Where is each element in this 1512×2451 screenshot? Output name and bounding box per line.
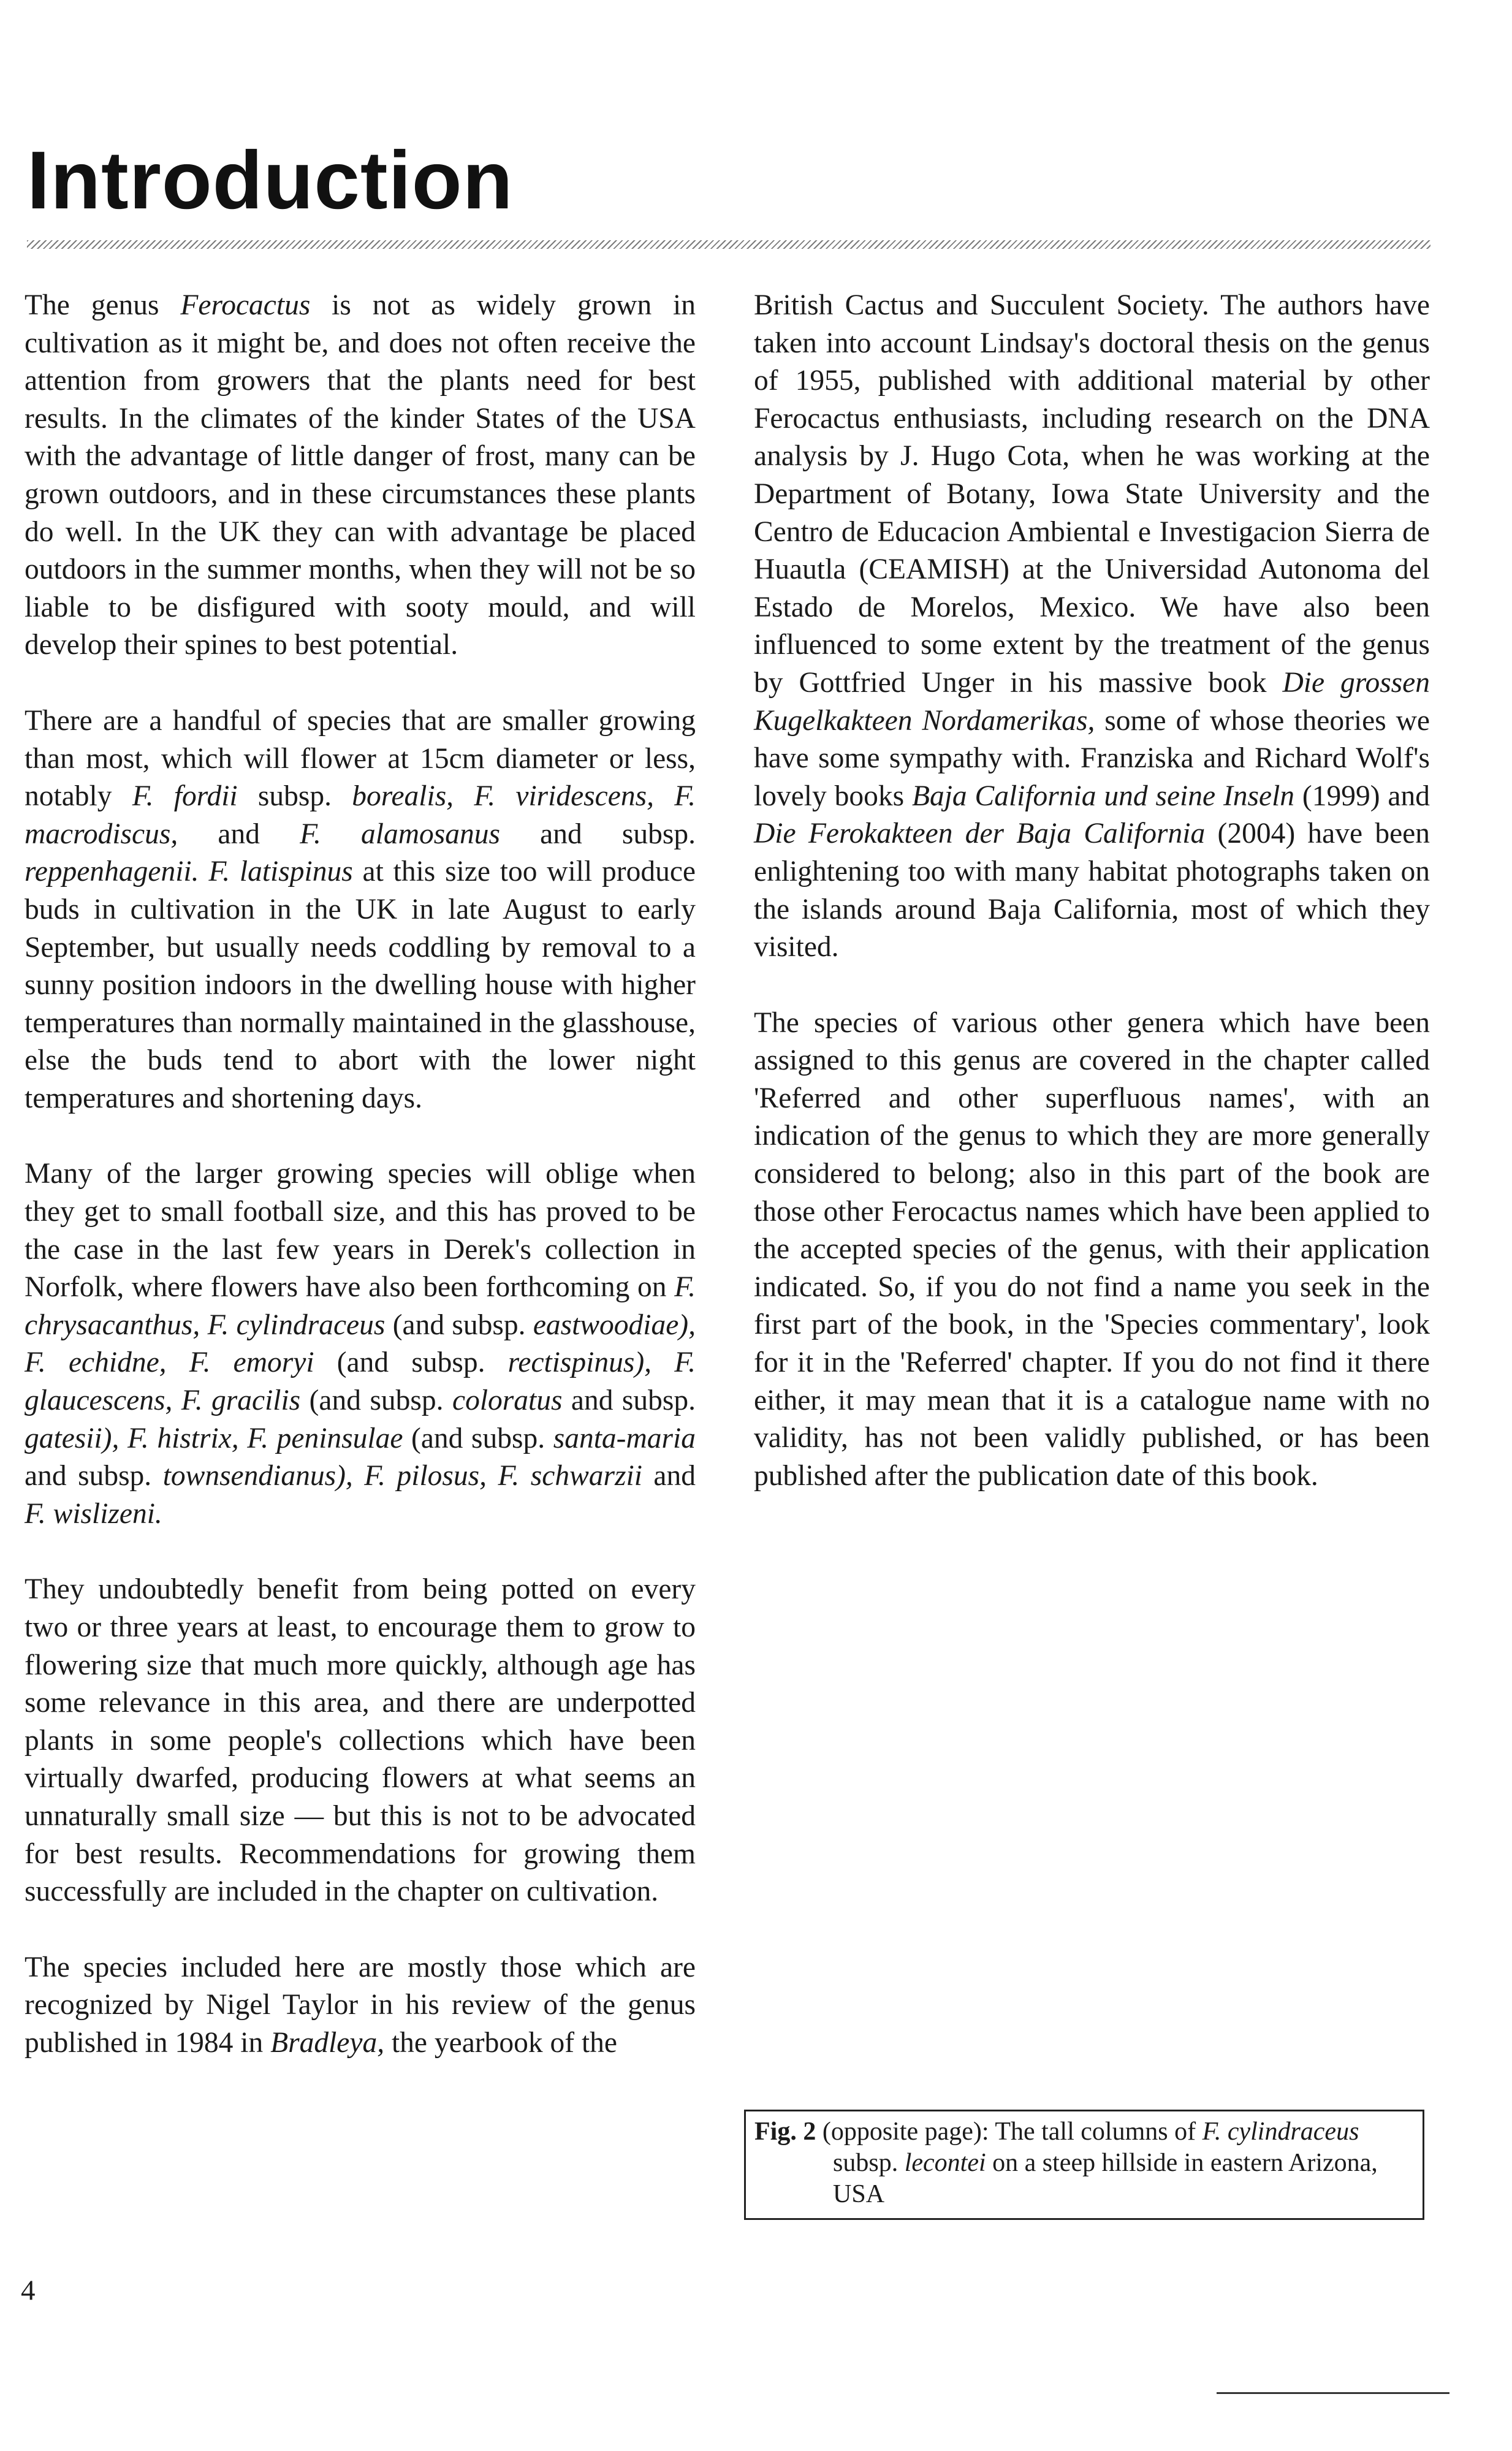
paragraph: The species of various other genera which have been assigned to this genus are covered in the chapter called 'Referred and other superfluous names', with an indication of the genus to which they are more generally considered to belong; also in this part of the book are those other Ferocactus names which have been applied to the accepted species of the genus, with their application indicated. So, if you do not find a name you seek in the first part of the book, in the 'Species commentary', look for it in the 'Referred' chapter. If you do not find it there either, it may mean that it is a catalogue name with no validity, has not been validly published, or has been published after the publication date of this book. [754, 1006, 1430, 1492]
footer-rule [1217, 2392, 1449, 2394]
figure-caption: Fig. 2 (opposite page): The tall columns of F. cylindraceus subsp. lecontei on a steep hillside in eastern Arizona, USA [744, 2110, 1424, 2220]
paragraph: British Cactus and Succulent Society. The authors have taken into account Lindsay's doctoral thesis on the genus of 1955, published with additional material by other Ferocactus enthusiasts, including research on the DNA analysis by J. Hugo Cota, when he was working at the Department of Botany, Iowa State University and the Centro de Educacion Ambiental e Investigacion Sierra de Huautla (CEAMISH) at the Universidad Autonoma del Estado de Morelos, Mexico. We have also been influenced to some extent by the treatment of the genus by Gottfried Unger in his massive book Die grossen Kugelkakteen Nordamerikas, some of whose theories we have some sympathy with. Franziska and Richard Wolf's lovely books Baja California und seine Inseln (1999) and Die Ferokakteen der Baja California (2004) have been enlightening too with many habitat photographs taken on the islands around Baja California, most of which they visited. [754, 289, 1430, 963]
paragraph: The genus Ferocactus is not as widely grown in cultivation as it might be, and does not often receive the attention from growers that the plants need for best results. In the climates of the kinder States of the USA with the advantage of little danger of frost, many can be grown outdoors, and in these circumstances these plants do well. In the UK they can with advantage be placed outdoors in the summer months, when they will not be so liable to be disfigured with sooty mould, and will develop their spines to best potential. [25, 289, 696, 661]
page-number: 4 [21, 2274, 36, 2306]
right-column [754, 287, 1430, 1495]
paragraph: There are a handful of species that are smaller growing than most, which will flower at 15cm diameter or less, notably F. fordii subsp. borealis, F. viridescens, F. macrodiscus, and F. alamosanus and subsp. reppenhagenii. F. latispinus at this size too will produce buds in cultivation in the UK in late August to early September, but usually needs coddling by removal to a sunny position indoors in the dwelling house with higher temperatures than normally maintained in the glasshouse, else the buds tend to abort with the lower night temperatures and shortening days. [25, 704, 696, 1114]
left-column [25, 287, 696, 2062]
page-title: Introduction [27, 135, 514, 226]
title-decorative-rule [27, 240, 1430, 249]
paragraph: They undoubtedly benefit from being potted on every two or three years at least, to encourage them to grow to flowering size that much more quickly, although age has some relevance in this area, and there are underpotted plants in some people's collections which have been virtually dwarfed, producing flowers at what seems an unnaturally small size — but this is not to be advocated for best results. Recommendations for growing them successfully are included in the chapter on cultivation. [25, 1573, 696, 1908]
figure-label: Fig. 2 [754, 2118, 816, 2146]
paragraph: The species included here are mostly those which are recognized by Nigel Taylor in his review of the genus published in 1984 in Bradleya, the yearbook of the [25, 1951, 696, 2059]
paragraph: Many of the larger growing species will oblige when they get to small football size, and this has proved to be the case in the last few years in Derek's collection in Norfolk, where flowers have also been forthcoming on F. chrysacanthus, F. cylindraceus (and subsp. eastwoodiae), F. echidne, F. emoryi (and subsp. rectispinus), F. glaucescens, F. gracilis (and subsp. coloratus and subsp. gatesii), F. histrix, F. peninsulae (and subsp. santa-maria and subsp. townsendianus), F. pilosus, F. schwarzii and F. wislizeni. [25, 1158, 696, 1530]
